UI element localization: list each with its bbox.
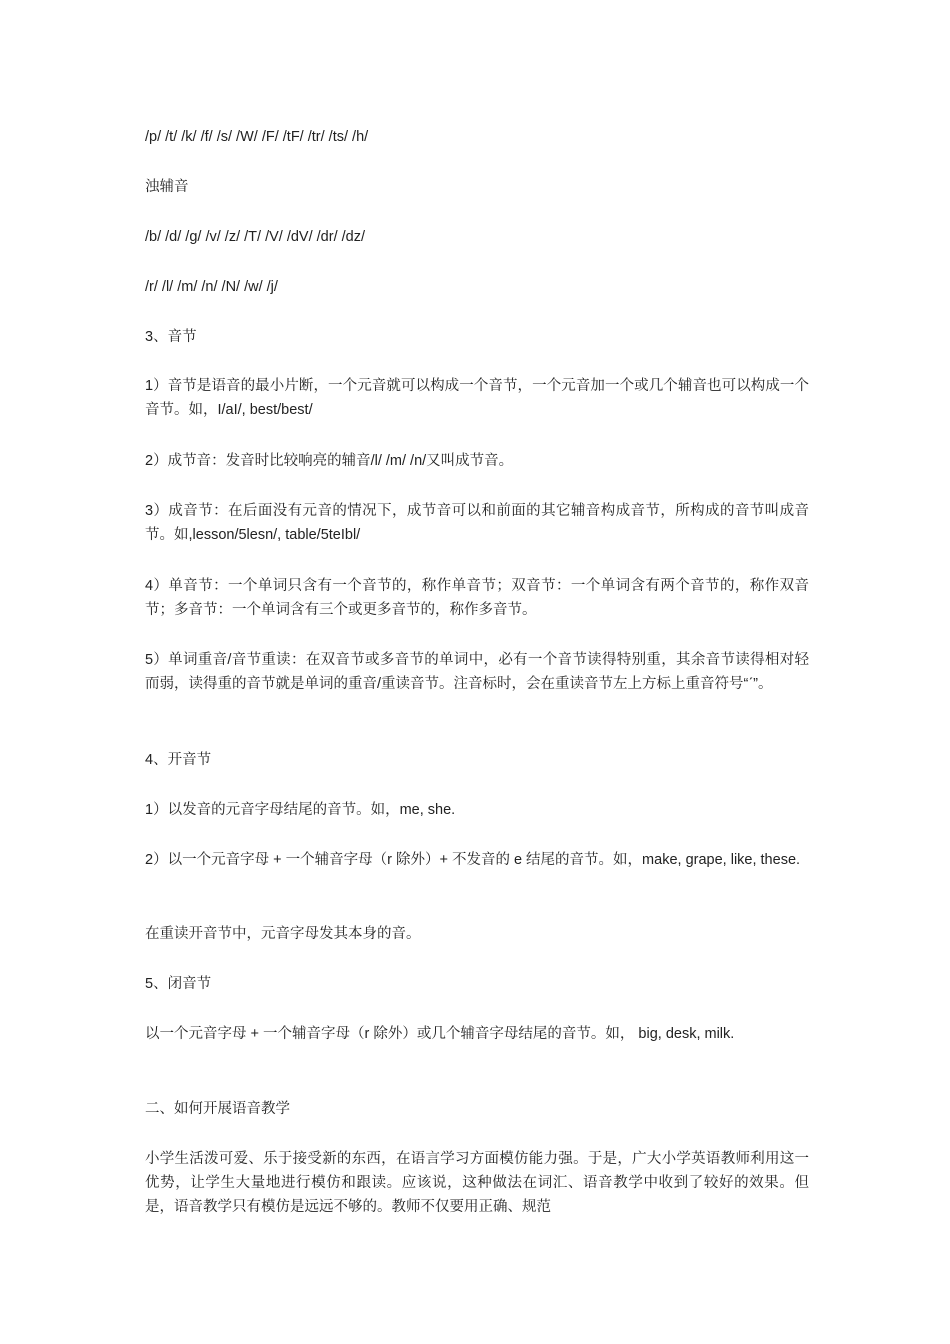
voiced-consonants-line: /b/ /d/ /g/ /v/ /z/ /T/ /V/ /dV/ /dr/ /dz/ — [145, 229, 365, 245]
paragraph-open-syllable-2: 2）以一个元音字母 + 一个辅音字母（r 除外）+ 不发音的 e 结尾的音节。如，make, grape, like, these. — [145, 852, 801, 868]
voiceless-consonants-line: /p/ /t/ /k/ /f/ /s/ /W/ /F/ /tF/ /tr/ /ts/ /h/ — [145, 129, 369, 145]
other-consonants-line: /r/ /l/ /m/ /n/ /N/ /w/ /j/ — [145, 279, 278, 295]
paragraph-open-syllable-1: 1）以发音的元音字母结尾的音节。如，me, she. — [145, 802, 456, 818]
paragraph-stressed-open-syllable: 在重读开音节中，元音字母发其本身的音。 — [145, 926, 421, 942]
paragraph-closed-syllable: 以一个元音字母 + 一个辅音字母（r 除外）或几个辅音字母结尾的音节。如， big, desk, milk. — [145, 1026, 735, 1042]
voiced-consonants-heading: 浊辅音 — [145, 179, 189, 195]
section-heading-open-syllable: 4、开音节 — [145, 752, 212, 768]
section-heading-syllable: 3、音节 — [145, 329, 197, 345]
paragraph-syllabic-syllable: 3）成音节：在后面没有元音的情况下，成节音可以和前面的其它辅音构成音节，所构成的音节叫成音节。如,lesson/5lesn/, table/5teIbl/ — [145, 503, 809, 543]
paragraph-word-stress: 5）单词重音/音节重读：在双音节或多音节的单词中，必有一个音节读得特别重，其余音节读得相对轻而弱，读得重的音节就是单词的重音/重读音节。注音标时，会在重读音节左上方标上重音符号“ˊ”。 — [145, 652, 809, 692]
paragraph-syllabic-consonant: 2）成节音：发音时比较响亮的辅音/l/ /m/ /n/又叫成节音。 — [145, 453, 514, 469]
paragraph-syllable-counts: 4）单音节：一个单词只含有一个音节的，称作单音节；双音节：一个单词含有两个音节的，称作双音节；多音节：一个单词含有三个或更多音节的，称作多音节。 — [145, 578, 809, 618]
section-heading-closed-syllable: 5、闭音节 — [145, 976, 212, 992]
paragraph-teaching-intro: 小学生活泼可爱、乐于接受新的东西，在语言学习方面模仿能力强。于是，广大小学英语教师利用这一优势，让学生大量地进行模仿和跟读。应该说，这种做法在词汇、语音教学中收到了较好的效果。但是，语音教学只有模仿是远远不够的。教师不仅要用正确、规范 — [145, 1151, 809, 1215]
paragraph-syllable-definition: 1）音节是语音的最小片断，一个元音就可以构成一个音节，一个元音加一个或几个辅音也可以构成一个音节。如，I/aI/, best/best/ — [145, 378, 809, 418]
section-heading-teaching: 二、如何开展语音教学 — [145, 1101, 290, 1117]
